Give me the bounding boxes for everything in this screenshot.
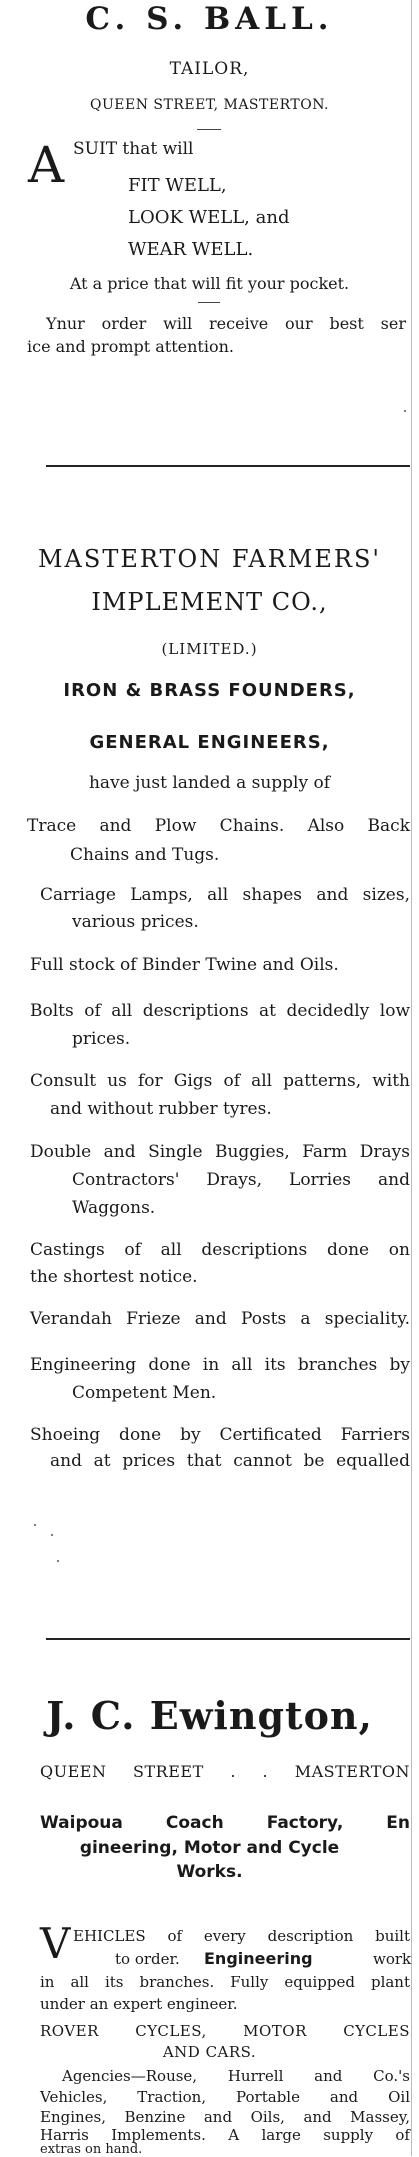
ewington-rover-2: AND CARS. xyxy=(162,2043,257,2061)
item-5-line-1: Consult us for Gigs of all patterns, with xyxy=(30,1071,410,1091)
ball-drop-cap: A xyxy=(28,136,65,194)
item-7-line-1: Castings of all descriptions done on xyxy=(30,1240,410,1260)
ewington-rover-1: ROVER CYCLES, MOTOR CYCLES xyxy=(40,2022,410,2040)
ewington-name: J. C. Ewington, xyxy=(46,1693,373,1738)
item-6-line-3: Waggons. xyxy=(72,1198,156,1218)
ink-speck xyxy=(51,1534,53,1536)
item-9-line-2: Competent Men. xyxy=(72,1383,217,1403)
ball-fit-well: FIT WELL, xyxy=(128,175,227,196)
ewington-agencies-2: Vehicles, Traction, Portable and Oil xyxy=(40,2088,410,2106)
ball-order-line-2: ice and prompt attention. xyxy=(27,337,234,356)
ball-address: QUEEN STREET, MASTERTON. xyxy=(89,97,329,113)
ink-speck xyxy=(34,1524,36,1526)
ewington-agencies-1: Agencies—Rouse, Hurrell and Co.'s xyxy=(62,2067,410,2085)
farmers-engineers: GENERAL ENGINEERS, xyxy=(89,732,330,753)
item-4-line-1: Bolts of all descriptions at decidedly low xyxy=(30,1001,410,1021)
item-6-line-1: Double and Single Buggies, Farm Drays xyxy=(30,1142,410,1162)
item-8-line-1: Verandah Frieze and Posts a speciality. xyxy=(30,1309,410,1329)
ball-suit-line: SUIT that will xyxy=(73,139,194,159)
ink-speck xyxy=(404,410,406,412)
ewington-engineering-bold: Engineering xyxy=(204,1949,313,1968)
separator-rule-2 xyxy=(46,1638,410,1640)
ewington-agencies-4: Harris Implements. A large supply of xyxy=(40,2126,410,2144)
item-2-line-2: various prices. xyxy=(72,912,199,932)
ewington-vehicles-4: under an expert engineer. xyxy=(40,1995,238,2013)
item-4-line-2: prices. xyxy=(72,1029,131,1049)
ball-price-line: At a price that will fit your pocket. xyxy=(69,274,350,293)
ewington-factory-2: gineering, Motor and Cycle xyxy=(79,1838,340,1858)
separator-rule-1 xyxy=(46,465,410,467)
ball-short-rule xyxy=(197,129,221,130)
item-1-line-1: Trace and Plow Chains. Also Back xyxy=(27,816,410,836)
ink-speck xyxy=(57,1560,59,1562)
ewington-drop-cap: V xyxy=(40,1919,71,1968)
ewington-agencies-5: extras on hand. xyxy=(40,2142,143,2157)
farmers-limited: (LIMITED.) xyxy=(161,640,258,658)
ball-trade: TAILOR, xyxy=(169,59,250,79)
item-10-line-2: and at prices that cannot be equalled xyxy=(50,1451,410,1471)
item-2-line-1: Carriage Lamps, all shapes and sizes, xyxy=(40,885,410,905)
ewington-vehicles-3: in all its branches. Fully equipped plant xyxy=(40,1973,410,1991)
column-edge xyxy=(411,0,412,2156)
ewington-factory-3: Works. xyxy=(176,1862,243,1882)
item-6-line-2: Contractors' Drays, Lorries and xyxy=(72,1170,410,1190)
item-9-line-1: Engineering done in all its branches by xyxy=(30,1355,410,1375)
item-1-line-2: Chains and Tugs. xyxy=(70,845,220,865)
farmers-founders: IRON & BRASS FOUNDERS, xyxy=(63,680,356,701)
ewington-vehicles-1: EHICLES of every description built xyxy=(73,1927,410,1945)
ball-look-well: LOOK WELL, and xyxy=(128,207,290,228)
item-5-line-2: and without rubber tyres. xyxy=(50,1099,272,1119)
farmers-title-1: MASTERTON FARMERS' xyxy=(37,545,381,573)
ball-order-line-1: Ynur order will receive our best ser xyxy=(46,314,406,333)
item-7-line-2: the shortest notice. xyxy=(30,1267,198,1287)
farmers-landed: have just landed a supply of xyxy=(88,773,331,793)
ewington-vehicles-2b: work xyxy=(373,1950,412,1968)
ball-wear-well: WEAR WELL. xyxy=(128,239,254,260)
ewington-agencies-3: Engines, Benzine and Oils, and Massey, xyxy=(40,2108,410,2126)
item-10-line-1: Shoeing done by Certificated Farriers xyxy=(30,1425,410,1445)
ball-short-rule-2 xyxy=(198,302,220,303)
item-3-line-1: Full stock of Binder Twine and Oils. xyxy=(30,955,339,975)
ewington-vehicles-2a: to order. xyxy=(115,1950,180,1968)
ewington-factory-1: Waipoua Coach Factory, En xyxy=(40,1813,410,1833)
ball-name: C. S. BALL. xyxy=(85,1,334,37)
ewington-address: QUEEN STREET . . MASTERTON xyxy=(40,1762,410,1781)
farmers-title-2: IMPLEMENT CO., xyxy=(91,588,328,616)
